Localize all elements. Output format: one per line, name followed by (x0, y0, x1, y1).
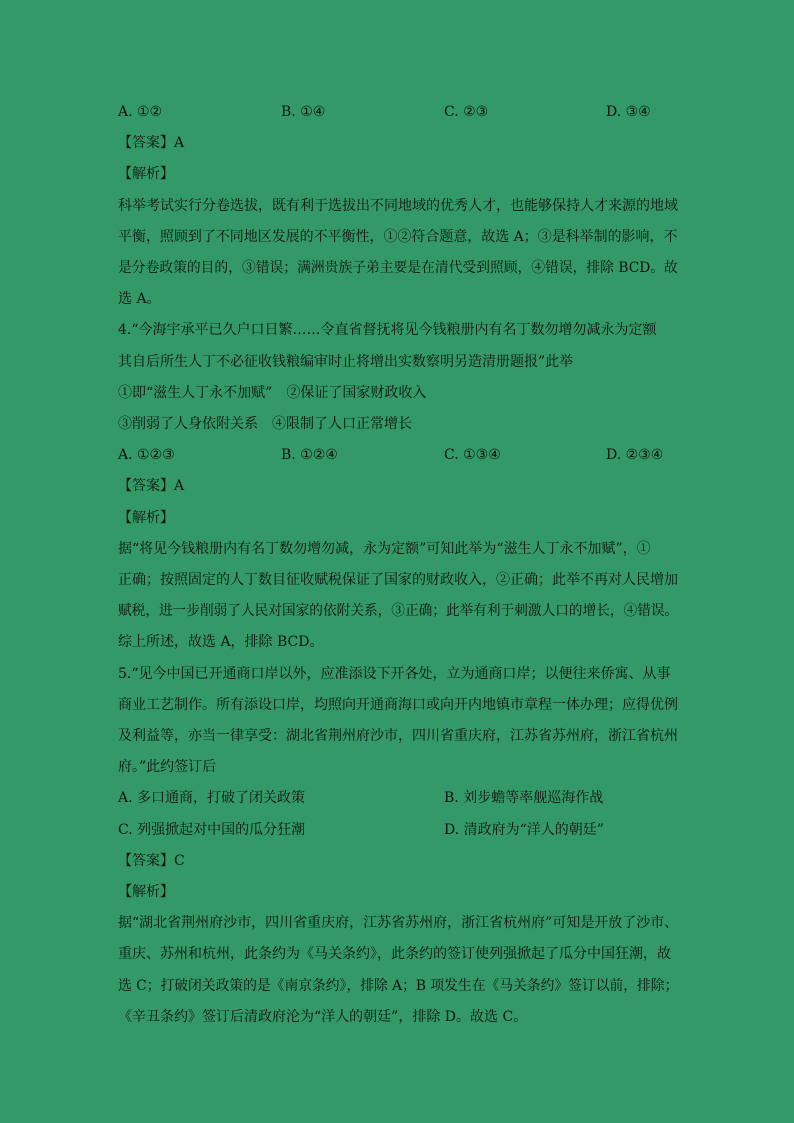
q5-stem-line: 商业工艺制作。所有添设口岸，均照向开通商海口或向开内地镇市章程一体办理；应得优例 (118, 697, 678, 713)
q5-option-b: B. 刘步蟾等率舰巡海作战 (444, 790, 604, 806)
q5-option-a: A. 多口通商，打破了闭关政策 (118, 790, 306, 806)
q5-stem-line: 5.“见今中国已开通商口岸以外，应准添设下开各处，立为通商口岸；以便往来侨寓、从事 (118, 666, 671, 682)
q4-option-b: B. ①②④ (281, 447, 338, 463)
q5-answer: 【答案】C (118, 853, 185, 869)
q5-analysis-line: 据“湖北省荆州府沙市，四川省重庆府，江苏省苏州府，浙江省杭州府”可知是开放了沙市、 (118, 915, 679, 931)
q4-option-a: A. ①②③ (118, 447, 175, 463)
q5-stem-line: 府。”此约签订后 (118, 759, 217, 775)
q5-analysis-line: 《辛丑条约》签订后清政府沦为“洋人的朝廷”，排除 D。故选 C。 (118, 1009, 528, 1025)
q4-stem-line: 其自后所生人丁不必征收钱粮编审时止将增出实数察明另造清册题报”此举 (118, 354, 574, 370)
q4-statement-line: ③削弱了人身依附关系 ④限制了人口正常增长 (118, 416, 412, 432)
q3-analysis-line: 选 A。 (118, 291, 161, 307)
q4-stem-line: 4.“今海宇承平已久户口日繁……令直省督抚将见今钱粮册内有名丁数勿增勿减永为定额 (118, 322, 657, 338)
q3-option-d: D. ③④ (606, 104, 651, 120)
q3-analysis-line: 是分卷政策的目的，③错误；满洲贵族子弟主要是在清代受到照顾，④错误，排除 BCD。故 (118, 260, 678, 276)
q3-analysis-line: 平衡，照顾到了不同地区发展的不平衡性，①②符合题意，故选 A；③是科举制的影响，不 (118, 229, 678, 245)
q5-option-d: D. 清政府为“洋人的朝廷” (444, 822, 604, 838)
q3-option-b: B. ①④ (281, 104, 326, 120)
q5-stem-line: 及利益等，亦当一律享受：湖北省荆州府沙市，四川省重庆府，江苏省苏州府，浙江省杭州 (118, 728, 678, 744)
q3-option-a: A. ①② (118, 104, 163, 120)
q3-analysis-label: 【解析】 (118, 166, 174, 182)
q5-option-c: C. 列强掀起对中国的瓜分狂潮 (118, 822, 306, 838)
q3-analysis-line: 科举考试实行分卷选拔，既有利于选拔出不同地域的优秀人才，也能够保持人才来源的地域 (118, 198, 678, 214)
q5-analysis-label: 【解析】 (118, 884, 174, 900)
q3-option-c: C. ②③ (444, 104, 489, 120)
q4-analysis-line: 据“将见今钱粮册内有名丁数勿增勿减，永为定额”可知此举为“滋生人丁永不加赋”，① (118, 541, 651, 557)
q4-option-d: D. ②③④ (606, 447, 664, 463)
q4-analysis-label: 【解析】 (118, 510, 174, 526)
q4-statement-line: ①即“滋生人丁永不加赋” ②保证了国家财政收入 (118, 385, 427, 401)
q4-analysis-line: 正确；按照固定的人丁数目征收赋税保证了国家的财政收入，②正确；此举不再对人民增加 (118, 572, 678, 588)
q3-answer: 【答案】A (118, 135, 185, 151)
q4-analysis-line: 赋税，进一步削弱了人民对国家的依附关系，③正确；此举有利于刺激人口的增长，④错误。 (118, 603, 679, 619)
q4-analysis-line: 综上所述，故选 A，排除 BCD。 (118, 634, 324, 650)
q5-analysis-line: 选 C；打破闭关政策的是《南京条约》，排除 A；B 项发生在《马关条约》签订以前，排除； (118, 978, 679, 994)
q5-analysis-line: 重庆、苏州和杭州，此条约为《马关条约》，此条约的签订使列强掀起了瓜分中国狂潮，故 (118, 946, 671, 962)
q4-answer: 【答案】A (118, 478, 185, 494)
q4-option-c: C. ①③④ (444, 447, 501, 463)
